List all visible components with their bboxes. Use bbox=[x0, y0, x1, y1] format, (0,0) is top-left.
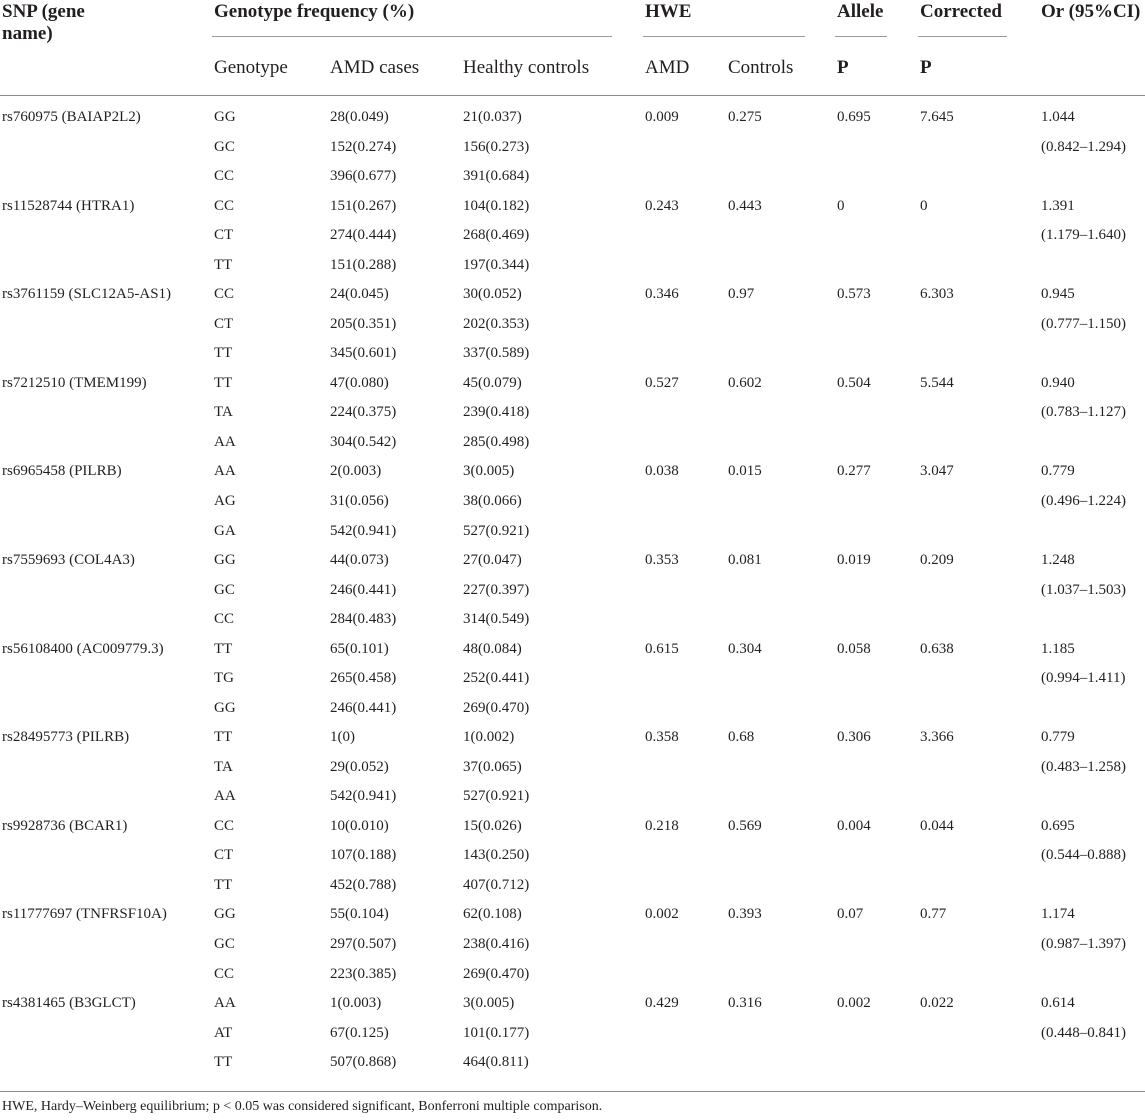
confidence-interval: (1.037–1.503) bbox=[1041, 581, 1126, 598]
amd-cases-value: 452(0.788) bbox=[330, 876, 397, 893]
healthy-controls-value: 101(0.177) bbox=[463, 1024, 530, 1041]
amd-cases-value: 304(0.542) bbox=[330, 433, 397, 450]
healthy-controls-value: 238(0.416) bbox=[463, 935, 530, 952]
amd-cases-value: 107(0.188) bbox=[330, 847, 397, 864]
hwe-amd-value: 0.243 bbox=[645, 197, 679, 214]
genotype: AA bbox=[214, 994, 236, 1011]
hwe-controls-value: 0.68 bbox=[728, 729, 755, 746]
amd-cases-value: 44(0.073) bbox=[330, 551, 389, 568]
confidence-interval: (0.544–0.888) bbox=[1041, 847, 1126, 864]
confidence-interval: (0.783–1.127) bbox=[1041, 404, 1126, 421]
hwe-amd-value: 0.429 bbox=[645, 994, 679, 1011]
corrected-p-value: 3.366 bbox=[920, 729, 954, 746]
header-hwe: HWE bbox=[645, 1, 692, 22]
genotype: TT bbox=[214, 729, 233, 746]
header-genotype-frequency: Genotype frequency (%) bbox=[214, 1, 415, 22]
snp-name: rs7559693 (COL4A3) bbox=[2, 551, 135, 568]
genotype: AA bbox=[214, 788, 236, 805]
table-row bbox=[0, 197, 1145, 286]
header-bottom-rule bbox=[0, 95, 1145, 96]
header-or-ci: Or (95%CI) bbox=[1041, 1, 1141, 22]
hwe-controls-value: 0.316 bbox=[728, 994, 762, 1011]
table-row bbox=[0, 728, 1145, 817]
genotype: CC bbox=[214, 197, 235, 214]
healthy-controls-value: 239(0.418) bbox=[463, 404, 530, 421]
genotype: GC bbox=[214, 935, 235, 952]
healthy-controls-value: 269(0.470) bbox=[463, 699, 530, 716]
table-row bbox=[0, 905, 1145, 994]
table-body bbox=[0, 108, 1145, 1083]
odds-ratio: 1.185 bbox=[1041, 640, 1075, 657]
rule-allele bbox=[835, 36, 887, 37]
snp-name: rs7212510 (TMEM199) bbox=[2, 374, 147, 391]
genotype: CC bbox=[214, 168, 235, 185]
table-bottom-rule bbox=[0, 1091, 1145, 1092]
table-footnote: HWE, Hardy–Weinberg equilibrium; p < 0.05 was considered significant, Bonferroni multiple comparison. bbox=[2, 1099, 603, 1114]
confidence-interval: (0.987–1.397) bbox=[1041, 935, 1126, 952]
header-hwe-controls: Controls bbox=[728, 57, 794, 78]
amd-cases-value: 29(0.052) bbox=[330, 758, 389, 775]
amd-cases-value: 28(0.049) bbox=[330, 109, 389, 125]
amd-cases-value: 246(0.441) bbox=[330, 699, 397, 716]
genotype: GC bbox=[214, 138, 235, 155]
odds-ratio: 1.248 bbox=[1041, 551, 1075, 568]
table-row bbox=[0, 817, 1145, 906]
amd-cases-value: 396(0.677) bbox=[330, 168, 397, 185]
corrected-p-value: 0.022 bbox=[920, 994, 954, 1011]
snp-name: rs9928736 (BCAR1) bbox=[2, 817, 128, 834]
amd-cases-value: 542(0.941) bbox=[330, 788, 397, 805]
rule-corrected bbox=[918, 36, 1007, 37]
genotype: TT bbox=[214, 345, 233, 362]
amd-cases-value: 284(0.483) bbox=[330, 611, 397, 628]
table-row bbox=[0, 374, 1145, 463]
confidence-interval: (0.496–1.224) bbox=[1041, 492, 1126, 509]
corrected-p-value: 5.544 bbox=[920, 374, 954, 391]
genotype: TG bbox=[214, 670, 234, 687]
snp-name: rs28495773 (PILRB) bbox=[2, 729, 130, 746]
genotype: CT bbox=[214, 315, 234, 332]
amd-cases-value: 65(0.101) bbox=[330, 640, 389, 657]
healthy-controls-value: 30(0.052) bbox=[463, 286, 522, 303]
hwe-amd-value: 0.218 bbox=[645, 817, 679, 834]
header-snp-line1: SNP (gene bbox=[2, 1, 85, 22]
amd-cases-value: 152(0.274) bbox=[330, 138, 397, 155]
amd-cases-value: 224(0.375) bbox=[330, 404, 397, 421]
genotype: CC bbox=[214, 286, 235, 303]
healthy-controls-value: 3(0.005) bbox=[463, 994, 515, 1011]
amd-cases-value: 297(0.507) bbox=[330, 935, 397, 952]
hwe-amd-value: 0.358 bbox=[645, 729, 679, 746]
amd-cases-value: 67(0.125) bbox=[330, 1024, 389, 1041]
healthy-controls-value: 268(0.469) bbox=[463, 227, 530, 244]
hwe-amd-value: 0.615 bbox=[645, 640, 679, 657]
table-row bbox=[0, 285, 1145, 374]
snp-name: rs760975 (BAIAP2L2) bbox=[2, 109, 141, 125]
header-corrected-p: P bbox=[920, 57, 932, 78]
table-row bbox=[0, 551, 1145, 640]
odds-ratio: 1.391 bbox=[1041, 197, 1075, 214]
odds-ratio: 0.779 bbox=[1041, 463, 1075, 480]
odds-ratio: 0.614 bbox=[1041, 994, 1075, 1011]
genotype: AA bbox=[214, 433, 236, 450]
corrected-p-value: 3.047 bbox=[920, 463, 954, 480]
hwe-amd-value: 0.527 bbox=[645, 374, 679, 391]
healthy-controls-value: 38(0.066) bbox=[463, 492, 522, 509]
genotype: TA bbox=[214, 758, 233, 775]
hwe-controls-value: 0.443 bbox=[728, 197, 762, 214]
table-row bbox=[0, 640, 1145, 729]
healthy-controls-value: 45(0.079) bbox=[463, 374, 522, 391]
table-row bbox=[0, 108, 1145, 197]
healthy-controls-value: 62(0.108) bbox=[463, 906, 522, 923]
hwe-controls-value: 0.602 bbox=[728, 374, 762, 391]
genotype: TT bbox=[214, 1054, 233, 1071]
healthy-controls-value: 527(0.921) bbox=[463, 788, 530, 805]
hwe-amd-value: 0.009 bbox=[645, 109, 679, 125]
healthy-controls-value: 391(0.684) bbox=[463, 168, 530, 185]
amd-cases-value: 2(0.003) bbox=[330, 463, 382, 480]
genotype: AG bbox=[214, 492, 236, 509]
healthy-controls-value: 104(0.182) bbox=[463, 197, 530, 214]
amd-cases-value: 223(0.385) bbox=[330, 965, 397, 982]
header-corrected: Corrected bbox=[920, 1, 1002, 22]
genotype: TT bbox=[214, 876, 233, 893]
corrected-p-value: 0.044 bbox=[920, 817, 954, 834]
genotype: GG bbox=[214, 699, 236, 716]
amd-cases-value: 542(0.941) bbox=[330, 522, 397, 539]
healthy-controls-value: 252(0.441) bbox=[463, 670, 530, 687]
allele-p-value: 0.504 bbox=[837, 374, 871, 391]
hwe-controls-value: 0.304 bbox=[728, 640, 762, 657]
header-genotype: Genotype bbox=[214, 57, 288, 78]
healthy-controls-value: 197(0.344) bbox=[463, 256, 530, 273]
odds-ratio: 0.940 bbox=[1041, 374, 1075, 391]
hwe-controls-value: 0.081 bbox=[728, 551, 762, 568]
genotype: GG bbox=[214, 906, 236, 923]
amd-cases-value: 246(0.441) bbox=[330, 581, 397, 598]
genotype: TT bbox=[214, 374, 233, 391]
snp-name: rs6965458 (PILRB) bbox=[2, 463, 122, 480]
amd-cases-value: 55(0.104) bbox=[330, 906, 389, 923]
genotype: CC bbox=[214, 965, 235, 982]
allele-p-value: 0.004 bbox=[837, 817, 871, 834]
healthy-controls-value: 285(0.498) bbox=[463, 433, 530, 450]
hwe-controls-value: 0.275 bbox=[728, 109, 762, 125]
snp-name: rs4381465 (B3GLCT) bbox=[2, 994, 136, 1011]
genotype: GG bbox=[214, 109, 236, 125]
corrected-p-value: 0.209 bbox=[920, 551, 954, 568]
healthy-controls-value: 464(0.811) bbox=[463, 1054, 529, 1071]
hwe-amd-value: 0.038 bbox=[645, 463, 679, 480]
healthy-controls-value: 227(0.397) bbox=[463, 581, 530, 598]
snp-name: rs3761159 (SLC12A5-AS1) bbox=[2, 286, 172, 303]
confidence-interval: (0.483–1.258) bbox=[1041, 758, 1126, 775]
hwe-amd-value: 0.346 bbox=[645, 286, 679, 303]
amd-cases-value: 265(0.458) bbox=[330, 670, 397, 687]
healthy-controls-value: 37(0.065) bbox=[463, 758, 522, 775]
amd-cases-value: 31(0.056) bbox=[330, 492, 389, 509]
healthy-controls-value: 527(0.921) bbox=[463, 522, 530, 539]
allele-p-value: 0.07 bbox=[837, 906, 864, 923]
amd-cases-value: 1(0) bbox=[330, 729, 355, 746]
amd-cases-value: 47(0.080) bbox=[330, 374, 389, 391]
allele-p-value: 0.695 bbox=[837, 109, 871, 125]
table-row bbox=[0, 462, 1145, 551]
snp-name: rs11528744 (HTRA1) bbox=[2, 197, 135, 214]
genotype: CC bbox=[214, 817, 235, 834]
healthy-controls-value: 3(0.005) bbox=[463, 463, 515, 480]
hwe-controls-value: 0.393 bbox=[728, 906, 762, 923]
header-allele-p: P bbox=[837, 57, 849, 78]
amd-cases-value: 205(0.351) bbox=[330, 315, 397, 332]
allele-p-value: 0.019 bbox=[837, 551, 871, 568]
table-row bbox=[0, 994, 1145, 1083]
confidence-interval: (0.994–1.411) bbox=[1041, 670, 1126, 687]
corrected-p-value: 7.645 bbox=[920, 109, 954, 125]
genotype: GA bbox=[214, 522, 236, 539]
header-hwe-amd: AMD bbox=[645, 57, 690, 78]
healthy-controls-value: 21(0.037) bbox=[463, 109, 522, 125]
confidence-interval: (0.448–0.841) bbox=[1041, 1024, 1126, 1041]
amd-cases-value: 24(0.045) bbox=[330, 286, 389, 303]
corrected-p-value: 6.303 bbox=[920, 286, 954, 303]
healthy-controls-value: 143(0.250) bbox=[463, 847, 530, 864]
allele-p-value: 0.306 bbox=[837, 729, 871, 746]
amd-cases-value: 151(0.267) bbox=[330, 197, 397, 214]
genotype: TT bbox=[214, 256, 233, 273]
header-snp-line2: name) bbox=[2, 23, 53, 44]
amd-cases-value: 10(0.010) bbox=[330, 817, 389, 834]
genotype: CC bbox=[214, 611, 235, 628]
confidence-interval: (0.842–1.294) bbox=[1041, 138, 1126, 155]
amd-cases-value: 274(0.444) bbox=[330, 227, 397, 244]
header-allele: Allele bbox=[837, 1, 884, 22]
corrected-p-value: 0.77 bbox=[920, 906, 947, 923]
healthy-controls-value: 407(0.712) bbox=[463, 876, 530, 893]
rule-genotype-frequency bbox=[212, 36, 612, 37]
healthy-controls-value: 27(0.047) bbox=[463, 551, 522, 568]
allele-p-value: 0.573 bbox=[837, 286, 871, 303]
healthy-controls-value: 48(0.084) bbox=[463, 640, 522, 657]
snp-name: rs11777697 (TNFRSF10A) bbox=[2, 906, 167, 923]
genotype: CT bbox=[214, 227, 234, 244]
snp-name: rs56108400 (AC009779.3) bbox=[2, 640, 164, 657]
confidence-interval: (1.179–1.640) bbox=[1041, 227, 1126, 244]
allele-p-value: 0.277 bbox=[837, 463, 871, 480]
genotype: CT bbox=[214, 847, 234, 864]
hwe-controls-value: 0.97 bbox=[728, 286, 755, 303]
corrected-p-value: 0 bbox=[920, 197, 928, 214]
odds-ratio: 1.044 bbox=[1041, 109, 1075, 125]
odds-ratio: 0.779 bbox=[1041, 729, 1075, 746]
odds-ratio: 0.695 bbox=[1041, 817, 1075, 834]
hwe-controls-value: 0.569 bbox=[728, 817, 762, 834]
allele-p-value: 0.002 bbox=[837, 994, 871, 1011]
healthy-controls-value: 15(0.026) bbox=[463, 817, 522, 834]
healthy-controls-value: 314(0.549) bbox=[463, 611, 530, 628]
corrected-p-value: 0.638 bbox=[920, 640, 954, 657]
healthy-controls-value: 156(0.273) bbox=[463, 138, 530, 155]
amd-cases-value: 1(0.003) bbox=[330, 994, 382, 1011]
rule-hwe bbox=[643, 36, 805, 37]
genotype: GC bbox=[214, 581, 235, 598]
healthy-controls-value: 1(0.002) bbox=[463, 729, 515, 746]
confidence-interval: (0.777–1.150) bbox=[1041, 315, 1126, 332]
odds-ratio: 1.174 bbox=[1041, 906, 1075, 923]
header-healthy-controls: Healthy controls bbox=[463, 57, 590, 78]
genotype: AT bbox=[214, 1024, 233, 1041]
allele-p-value: 0 bbox=[837, 197, 845, 214]
hwe-controls-value: 0.015 bbox=[728, 463, 762, 480]
genotype: GG bbox=[214, 551, 236, 568]
header-amd-cases: AMD cases bbox=[330, 57, 420, 78]
hwe-amd-value: 0.353 bbox=[645, 551, 679, 568]
hwe-amd-value: 0.002 bbox=[645, 906, 679, 923]
amd-cases-value: 345(0.601) bbox=[330, 345, 397, 362]
genotype: TA bbox=[214, 404, 233, 421]
odds-ratio: 0.945 bbox=[1041, 286, 1075, 303]
amd-cases-value: 151(0.288) bbox=[330, 256, 397, 273]
healthy-controls-value: 337(0.589) bbox=[463, 345, 530, 362]
genotype: TT bbox=[214, 640, 233, 657]
allele-p-value: 0.058 bbox=[837, 640, 871, 657]
genotype: AA bbox=[214, 463, 236, 480]
healthy-controls-value: 269(0.470) bbox=[463, 965, 530, 982]
amd-cases-value: 507(0.868) bbox=[330, 1054, 397, 1071]
healthy-controls-value: 202(0.353) bbox=[463, 315, 530, 332]
